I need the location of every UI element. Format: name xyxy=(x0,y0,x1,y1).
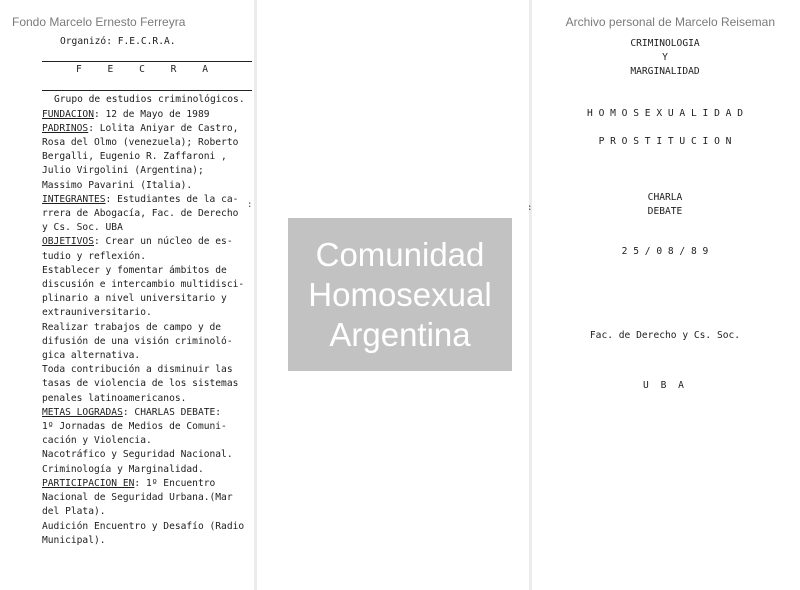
line-text: Establecer y fomentar ámbitos de xyxy=(42,264,227,276)
section-label: OBJETIVOS xyxy=(42,236,94,248)
body-line xyxy=(42,250,252,264)
title-line: MARGINALIDAD xyxy=(630,66,700,77)
archive-credit-right: Archivo personal de Marcelo Reiseman xyxy=(565,15,775,29)
topic-homosexualidad: H O M O S E X U A L I D A D xyxy=(587,108,743,119)
body-line xyxy=(42,534,252,548)
line-text: Nacotráfico y Seguridad Nacional. xyxy=(42,449,233,461)
body-line xyxy=(42,179,252,193)
body-line xyxy=(42,235,252,249)
line-text: Realizar trabajos de campo y de xyxy=(42,321,222,333)
body-line xyxy=(42,491,252,505)
organizer-line: Organizó: F.E.C.R.A. xyxy=(60,36,176,47)
line-text: Rosa del Olmo (venezuela); Roberto xyxy=(42,137,239,149)
event-type-line: CHARLA xyxy=(647,192,683,203)
body-line xyxy=(42,136,252,150)
body-line xyxy=(42,150,252,164)
body-line xyxy=(42,477,252,491)
margin-mark: : xyxy=(527,203,533,213)
line-text: : 12 de Mayo de 1989 xyxy=(93,108,210,120)
line-text: Criminología y Marginalidad. xyxy=(42,463,204,475)
fecra-banner: F E C R A xyxy=(76,64,218,76)
line-text: Toda contribución a disminuir las xyxy=(42,364,233,376)
body-line xyxy=(42,520,252,534)
body-line xyxy=(42,448,252,462)
venue-line: Fac. de Derecho y Cs. Soc. xyxy=(589,330,741,341)
body-line xyxy=(42,434,252,448)
body-line xyxy=(42,292,252,306)
line-text: Massimo Pavarini (Italia). xyxy=(42,179,193,191)
body-line xyxy=(42,420,252,434)
body-line xyxy=(42,392,252,406)
title-line: CRIMINOLOGIA xyxy=(630,38,700,49)
topic-prostitucion: P R O S T I T U C I O N xyxy=(598,136,732,147)
watermark-line: Comunidad xyxy=(315,235,485,273)
body-line xyxy=(42,406,252,420)
section-label: PADRINOS xyxy=(42,122,89,134)
body-line xyxy=(42,207,252,221)
line-text: discusión e intercambio multidisci- xyxy=(42,279,245,291)
page-fold-left xyxy=(254,0,257,590)
body-line xyxy=(42,122,252,136)
line-text: : Lolita Aniyar de Castro, xyxy=(88,122,239,134)
line-text: Nacional de Seguridad Urbana.(Mar xyxy=(42,492,233,504)
banner-rule-bottom xyxy=(42,90,252,91)
watermark-overlay xyxy=(288,218,512,371)
body-line xyxy=(42,505,252,519)
line-text: del Plata). xyxy=(42,506,106,518)
section-label: INTEGRANTES xyxy=(42,193,106,205)
left-body-text xyxy=(42,93,252,548)
body-line xyxy=(42,349,252,363)
line-text: penales latinoamericanos. xyxy=(42,392,187,404)
body-line xyxy=(42,306,252,320)
line-text: plinario a nivel universitario y xyxy=(42,293,227,305)
body-line xyxy=(42,193,252,207)
line-text: y Cs. Soc. UBA xyxy=(42,222,123,234)
flyer-left-panel xyxy=(42,35,252,548)
body-line xyxy=(42,463,252,477)
event-date: 2 5 / 0 8 / 8 9 xyxy=(621,246,709,257)
body-line xyxy=(42,93,252,107)
body-line xyxy=(42,264,252,278)
body-line xyxy=(42,321,252,335)
line-text: cación y Violencia. xyxy=(42,435,152,447)
line-text: Grupo de estudios criminológicos. xyxy=(54,94,245,106)
line-text: : Estudiantes de la ca- xyxy=(105,193,239,205)
event-type-line: DEBATE xyxy=(647,206,683,217)
line-text: Julio Virgolini (Argentina); xyxy=(42,165,204,177)
line-text: extrauniversitario. xyxy=(42,307,152,319)
institution-line: U B A xyxy=(643,380,687,391)
line-text: gica alternativa. xyxy=(42,350,141,362)
body-line xyxy=(42,377,252,391)
watermark-line: Homosexual xyxy=(308,275,492,313)
line-text: Municipal). xyxy=(42,534,106,546)
section-label: FUNDACION xyxy=(42,108,94,120)
watermark-line: Argentina xyxy=(329,315,471,353)
line-text: : 1º Encuentro xyxy=(134,477,216,489)
archive-credit-left: Fondo Marcelo Ernesto Ferreyra xyxy=(12,15,186,29)
line-text: tudio y reflexión. xyxy=(42,250,146,262)
body-line xyxy=(42,164,252,178)
section-label: PARTICIPACION EN xyxy=(42,477,135,489)
line-text: rrera de Abogacía, Fac. de Derecho xyxy=(42,208,239,220)
body-line xyxy=(42,108,252,122)
margin-mark: : xyxy=(247,200,253,210)
page-fold-right xyxy=(529,0,532,590)
section-label: METAS LOGRADAS xyxy=(42,406,123,418)
line-text: difusión de una visión criminoló- xyxy=(42,335,233,347)
line-text: Bergalli, Eugenio R. Zaffaroni , xyxy=(42,151,227,163)
line-text: tasas de violencia de los sistemas xyxy=(42,378,239,390)
title-line: Y xyxy=(662,52,668,63)
body-line xyxy=(42,221,252,235)
line-text: 1º Jornadas de Medios de Comuni- xyxy=(42,421,227,433)
line-text: : Crear un núcleo de es- xyxy=(93,236,233,248)
body-line xyxy=(42,278,252,292)
flyer-right-panel xyxy=(545,37,785,393)
line-text: : CHARLAS DEBATE: xyxy=(122,406,222,418)
body-line xyxy=(42,335,252,349)
line-text: Audición Encuentro y Desafío (Radio xyxy=(42,520,245,532)
body-line xyxy=(42,363,252,377)
